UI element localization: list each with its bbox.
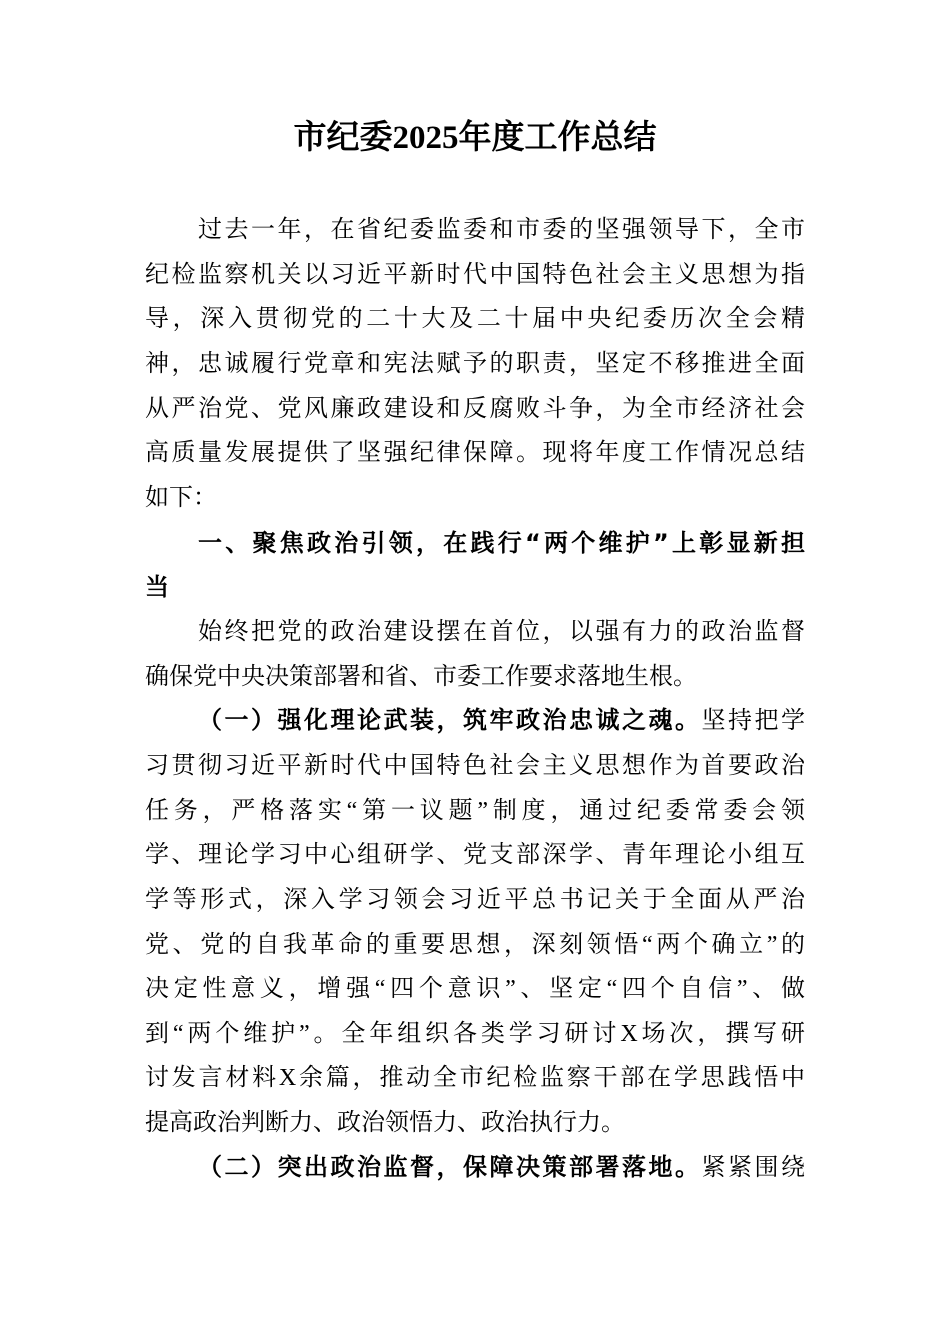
item-1-line: 提高政治判断力、政治领悟力、政治执行力。 — [145, 1110, 625, 1137]
item-2-subheading: （二）突出政治监督，保障决策部署落地。 — [198, 1154, 702, 1181]
item-1-line: 到“两个维护”。全年组织各类学习研讨X场次，撰写研 — [145, 1020, 805, 1047]
item-1-line: 决定性意义，增强“四个意识”、坚定“四个自信”、做 — [145, 976, 805, 1003]
intro-line: 如下： — [145, 484, 217, 511]
item-1-line: 讨发言材料X余篇，推动全市纪检监察干部在学思践悟中 — [145, 1065, 805, 1092]
intro-paragraph — [145, 208, 805, 521]
item-1-line: 任务，严格落实“第一议题”制度，通过纪委常委会领 — [145, 797, 805, 824]
item-1-line: 习贯彻习近平新时代中国特色社会主义思想作为首要政治 — [145, 752, 805, 779]
intro-line: 过去一年，在省纪委监委和市委的坚强领导下，全市 — [198, 217, 805, 243]
item-1-line: 党、党的自我革命的重要思想，深刻领悟“两个确立”的 — [145, 931, 805, 958]
intro-line: 导，深入贯彻党的二十大及二十届中央纪委历次全会精 — [145, 306, 805, 333]
item-1-paragraph — [145, 699, 805, 1146]
document-body — [145, 208, 805, 1190]
lead-line: 确保党中央决策部署和省、市委工作要求落地生根。 — [145, 663, 697, 690]
intro-line: 从严治党、党风廉政建设和反腐败斗争，为全市经济社会 — [145, 395, 805, 422]
intro-line: 神，忠诚履行党章和宪法赋予的职责，坚定不移推进全面 — [145, 350, 805, 377]
document-title: 市纪委2025年度工作总结 — [293, 120, 657, 156]
heading-line: 一、聚焦政治引领，在践行“两个维护”上彰显新担 — [198, 528, 805, 557]
lead-line: 始终把党的政治建设摆在首位，以强有力的政治监督 — [198, 618, 805, 645]
item-1-subheading: （一）强化理论武装，筑牢政治忠诚之魂。 — [198, 708, 702, 735]
item-1-line: 学等形式，深入学习领会习近平总书记关于全面从严治 — [145, 886, 805, 913]
item-1-first-line — [145, 699, 805, 744]
heading-line: 当 — [145, 573, 169, 602]
intro-line: 纪检监察机关以习近平新时代中国特色社会主义思想为指 — [145, 261, 805, 288]
item-2-first-line — [145, 1146, 805, 1191]
item-2-paragraph — [145, 1146, 805, 1191]
section-1-heading — [145, 521, 805, 610]
item-1-line: 学、理论学习中心组研学、党支部深学、青年理论小组互 — [145, 842, 805, 869]
item-2-text-start: 紧紧围绕 — [701, 1154, 805, 1181]
item-1-text-start: 坚持把学 — [701, 708, 805, 735]
section-1-lead-paragraph — [145, 610, 805, 699]
intro-line: 高质量发展提供了坚强纪律保障。现将年度工作情况总结 — [145, 440, 805, 467]
